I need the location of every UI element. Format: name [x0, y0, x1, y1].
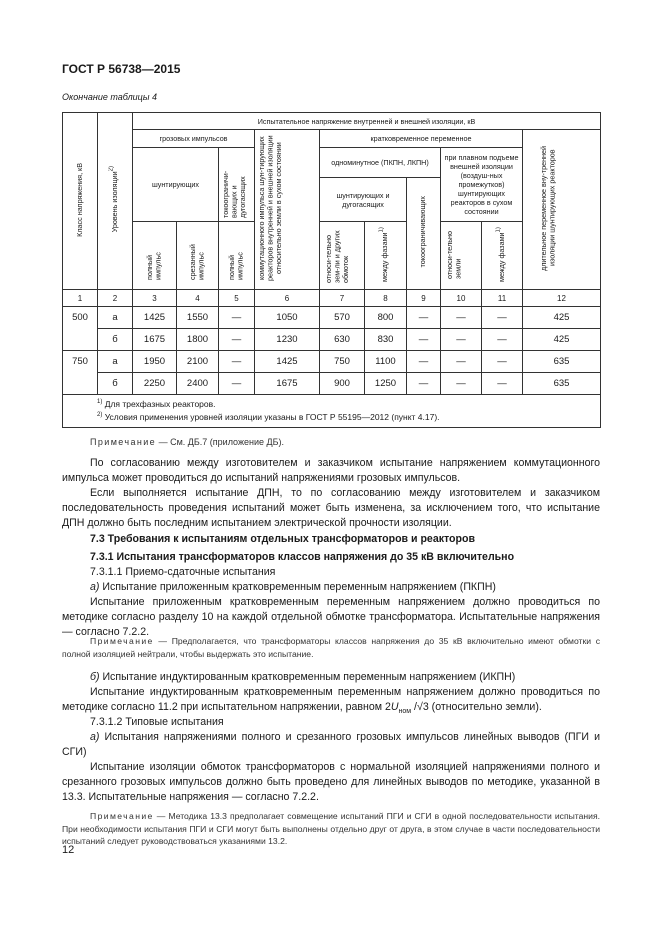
- table-row: 500 а 1425 1550 — 1050 570 800 — — — 425: [63, 307, 601, 329]
- header-shunt-arc: шунтирующих и дугогасящих: [320, 178, 407, 222]
- table-row: б 2250 2400 — 1675 900 1250 — — — 635: [63, 373, 601, 395]
- insulation-test-voltage-table: [62, 112, 601, 428]
- section-7-3-1-2-heading: 7.3.1.2 Типовые испытания: [90, 716, 224, 728]
- page-number: 12: [62, 844, 75, 856]
- note-2: Примечание — Предполагается, что трансформаторы классов напряжения до 35 кВ включительно имеют обмотки с полной изоляцией нейтрали, чтобы выдержать это испытание.: [62, 636, 600, 659]
- item-a-pkpn: а) Испытание приложенным кратковременным переменным напряжением (ПКПН): [90, 581, 496, 593]
- header-current-limiting: токоограничивающих: [407, 178, 441, 290]
- header-shunting: шунтирующих: [133, 148, 219, 222]
- header-one-minute: одноминутное (ПКПН, ЛКПН): [320, 148, 441, 178]
- item-a-pgi-sgi: а) Испытания напряжениями полного и срезанного грозовых импульсов линейных выводов (ПГИ и СГИ): [62, 731, 600, 758]
- header-lightning-impulses: грозовых импульсов: [133, 130, 255, 148]
- header-test-voltage: Испытательное напряжение внутренней и внешней изоляции, кВ: [133, 113, 601, 130]
- header-chopped-impulse: срезанный импульс: [177, 222, 219, 290]
- paragraph-dpn-order: Если выполняется испытание ДПН, то по согласованию между изготовителем и заказчиком последовательность проведения испытаний может быть изменена, за исключением того, что испытание ДПН должно быть последним испытанием электрической прочности изоляции.: [62, 487, 600, 529]
- section-7-3-1-heading: 7.3.1 Испытания трансформаторов классов напряжения до 35 кВ включительно: [90, 551, 515, 563]
- header-switching-impulse: коммутационного импульса шун-тирующих реакторов внутренней и внешней изоляции относительно земли в сухом состоянии: [255, 130, 320, 290]
- section-7-3-1-1-heading: 7.3.1.1 Приемо-сдаточные испытания: [90, 566, 276, 578]
- document-header: ГОСТ Р 56738—2015: [62, 62, 181, 76]
- header-full-impulse-1: полный импульс: [133, 222, 177, 290]
- table-caption: Окончание таблицы 4: [62, 92, 157, 102]
- footnote-1: $^{1)}$ Для трехфазных реакторов.: [97, 399, 216, 409]
- header-voltage-class: Класс напряжения, кВ: [63, 113, 98, 290]
- header-short-duration-ac: кратковременное переменное: [320, 130, 523, 148]
- section-7-3-heading: 7.3 Требования к испытаниям отдельных трансформаторов и реакторов: [90, 533, 475, 545]
- footnote-2: $^{2)}$ Условия применения уровней изоляции указаны в ГОСТ Р 55195—2012 (пункт 4.17).: [97, 412, 440, 422]
- header-relative-earth: относи-тельно зем-ли и других обмоток: [320, 222, 365, 290]
- paragraph-pgi-sgi: Испытание изоляции обмоток трансформаторов с нормальной изоляцией напряжениями полного и срезанного грозовых импульсов должно быть проведено для линейных выводов по методике, указанной в 13.3. Испытательные напряжения — согласно 7.2.2.: [62, 761, 600, 803]
- header-surge-limiting: токоограничи-вающих и дугогасящих: [219, 148, 255, 222]
- column-number-row: 1 2 3 4 5 6 7 8 9 10 11 12: [63, 290, 601, 307]
- header-long-duration-ac: длительное переменное вну-тренней изоляции шунтирующих реакторов: [523, 130, 601, 290]
- header-full-impulse-2: полный импульс: [219, 222, 255, 290]
- note-1: Примечание — См. ДБ.7 (приложение ДБ).: [90, 437, 284, 447]
- table-row: 750 а 1950 2100 — 1425 750 1100 — — — 635: [63, 351, 601, 373]
- header-relative-earth-2: относи-тельно земли: [441, 222, 482, 290]
- table-footnotes: [63, 395, 601, 428]
- item-b-ikpn: б) Испытание индуктированным кратковременным переменным напряжением (ИКПН): [90, 671, 516, 683]
- note-3: Примечание — Методика 13.3 предполагает совмещение испытаний ПГИ и СГИ в одной последовательности испытания. При необходимости испытания ПГИ и СГИ могут быть выполнены отдельно друг от друга, в этом случае в части последовательности испытаний следует руководствоваться указаниями 13.2.: [62, 811, 600, 846]
- header-phase-to-phase-1: между фазами$^{1)}$: [365, 222, 407, 290]
- paragraph-switching-order: По согласованию между изготовителем и заказчиком испытание напряжением коммутационного импульса может проводиться до испытаний напряжениями грозовых импульсов.: [62, 457, 600, 484]
- header-smooth-rise: при плавном подъеме внешней изоляции (воздуш-ных промежутков) шунтирующих реакторов в сухом состоянии: [441, 148, 523, 222]
- header-phase-to-phase-2: между фазами$^{1)}$: [482, 222, 523, 290]
- paragraph-pkpn: Испытание приложенным кратковременным переменным напряжением должно проводиться по методике согласно разделу 10 на каждой отдельной обмотке трансформатора. Испытательные напряжения — согласно 7.2.2.: [62, 596, 600, 638]
- paragraph-ikpn: Испытание индуктированным кратковременным переменным напряжением должно проводиться по методике согласно 11.2 при испытательном напряжении, равном $2U_{ном}$ /√3 (относительно земли).: [62, 686, 600, 716]
- header-insulation-level: Уровень изоляции$^{2)}$: [98, 113, 133, 290]
- table-row: б 1675 1800 — 1230 630 830 — — — 425: [63, 329, 601, 351]
